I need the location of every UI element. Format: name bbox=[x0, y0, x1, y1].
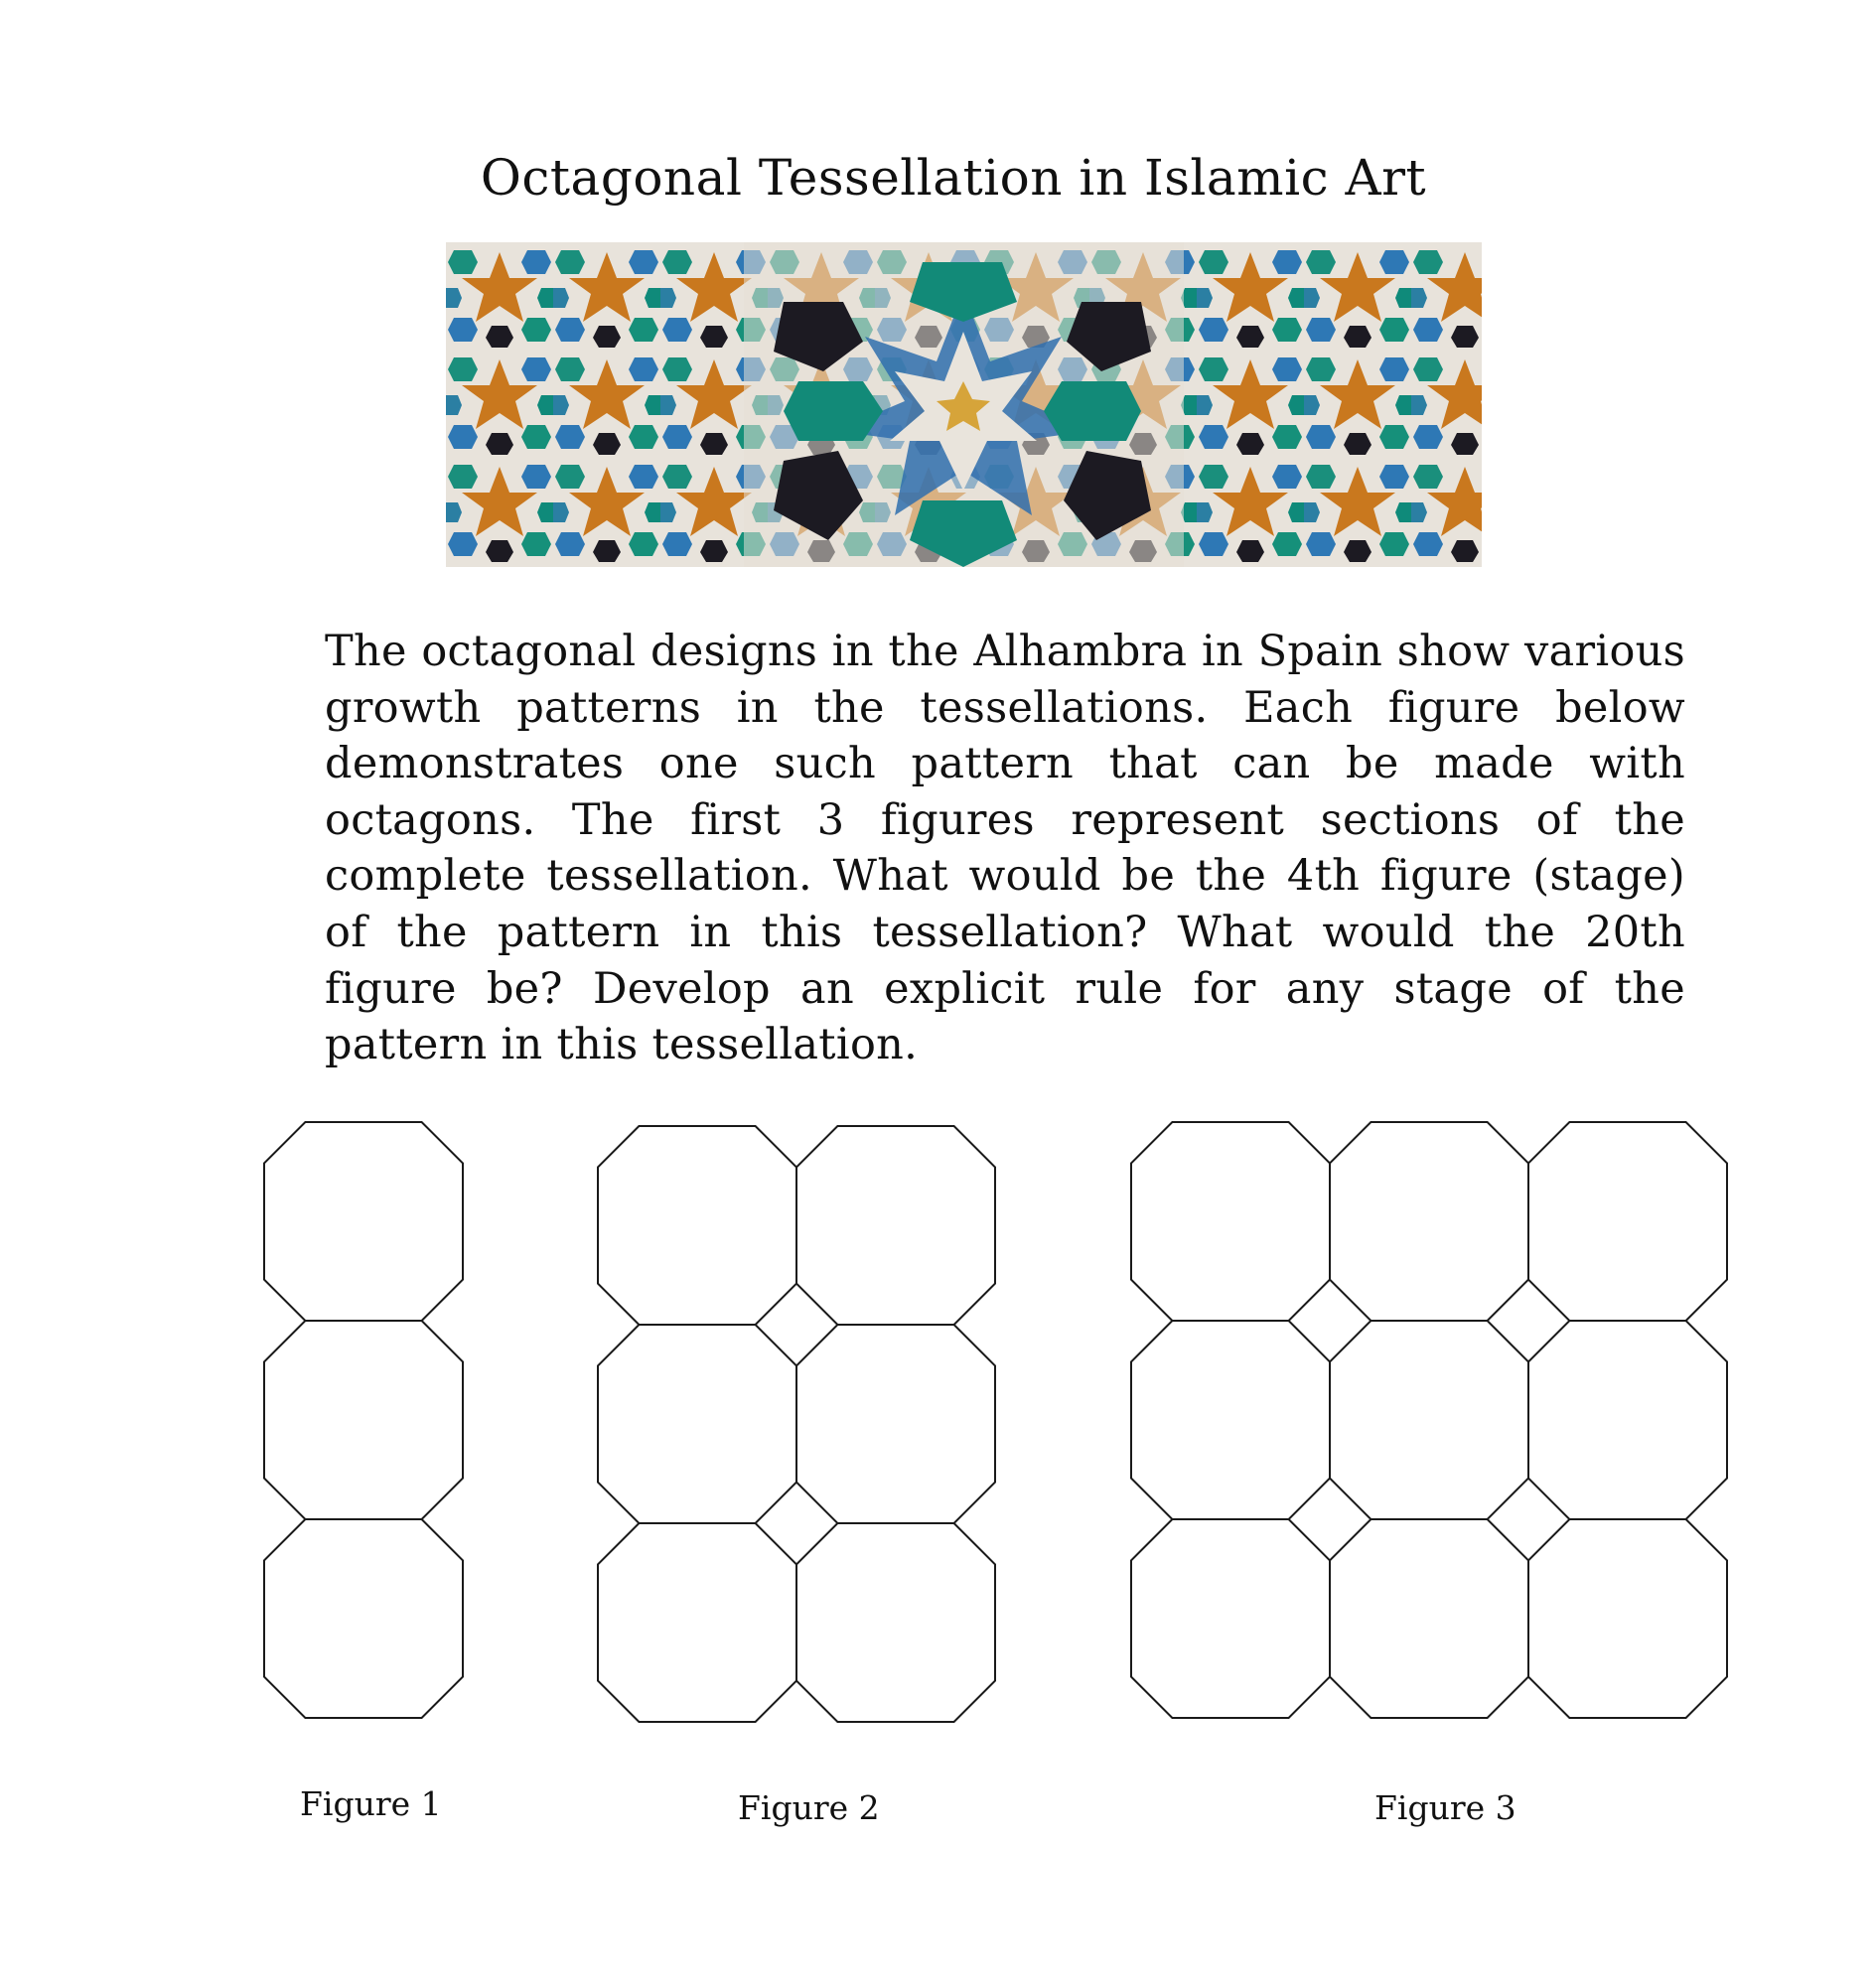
octagon bbox=[264, 1321, 463, 1519]
octagon bbox=[598, 1126, 796, 1325]
octagon bbox=[1131, 1321, 1330, 1519]
octagon bbox=[1330, 1122, 1528, 1321]
octagon bbox=[1528, 1321, 1727, 1519]
figure-3-caption: Figure 3 bbox=[1374, 1788, 1516, 1827]
figure-3-octagons bbox=[1131, 1122, 1727, 1718]
octagon bbox=[1131, 1122, 1330, 1321]
octagon bbox=[796, 1126, 995, 1325]
octagon bbox=[1330, 1519, 1528, 1718]
octagon bbox=[796, 1325, 995, 1523]
octagon bbox=[598, 1523, 796, 1722]
page-title: Octagonal Tessellation in Islamic Art bbox=[480, 149, 1427, 207]
octagon bbox=[598, 1325, 796, 1523]
figure-2-octagons bbox=[598, 1126, 995, 1722]
octagon bbox=[1528, 1122, 1727, 1321]
octagon bbox=[1330, 1321, 1528, 1519]
octagon bbox=[796, 1523, 995, 1722]
octagon bbox=[264, 1122, 463, 1321]
octagon bbox=[264, 1519, 463, 1718]
octagon bbox=[1528, 1519, 1727, 1718]
instruction-paragraph: The octagonal designs in the Alhambra in Spain show various growth patterns in the tessellations. Each figure below demonstrates one such pattern that can be made with octagons. The first 3 figures represent sections of the complete tessellation. What would be the 4th figure (stage) of the pattern in this tessellation? What would the 20th figure be? Develop an explicit rule for any stage of the pattern in this tessellation. bbox=[325, 627, 1685, 1070]
figure-2-caption: Figure 2 bbox=[738, 1788, 880, 1827]
figure-1-caption: Figure 1 bbox=[300, 1784, 442, 1823]
figure-1-octagons bbox=[264, 1122, 463, 1718]
octagon bbox=[1131, 1519, 1330, 1718]
